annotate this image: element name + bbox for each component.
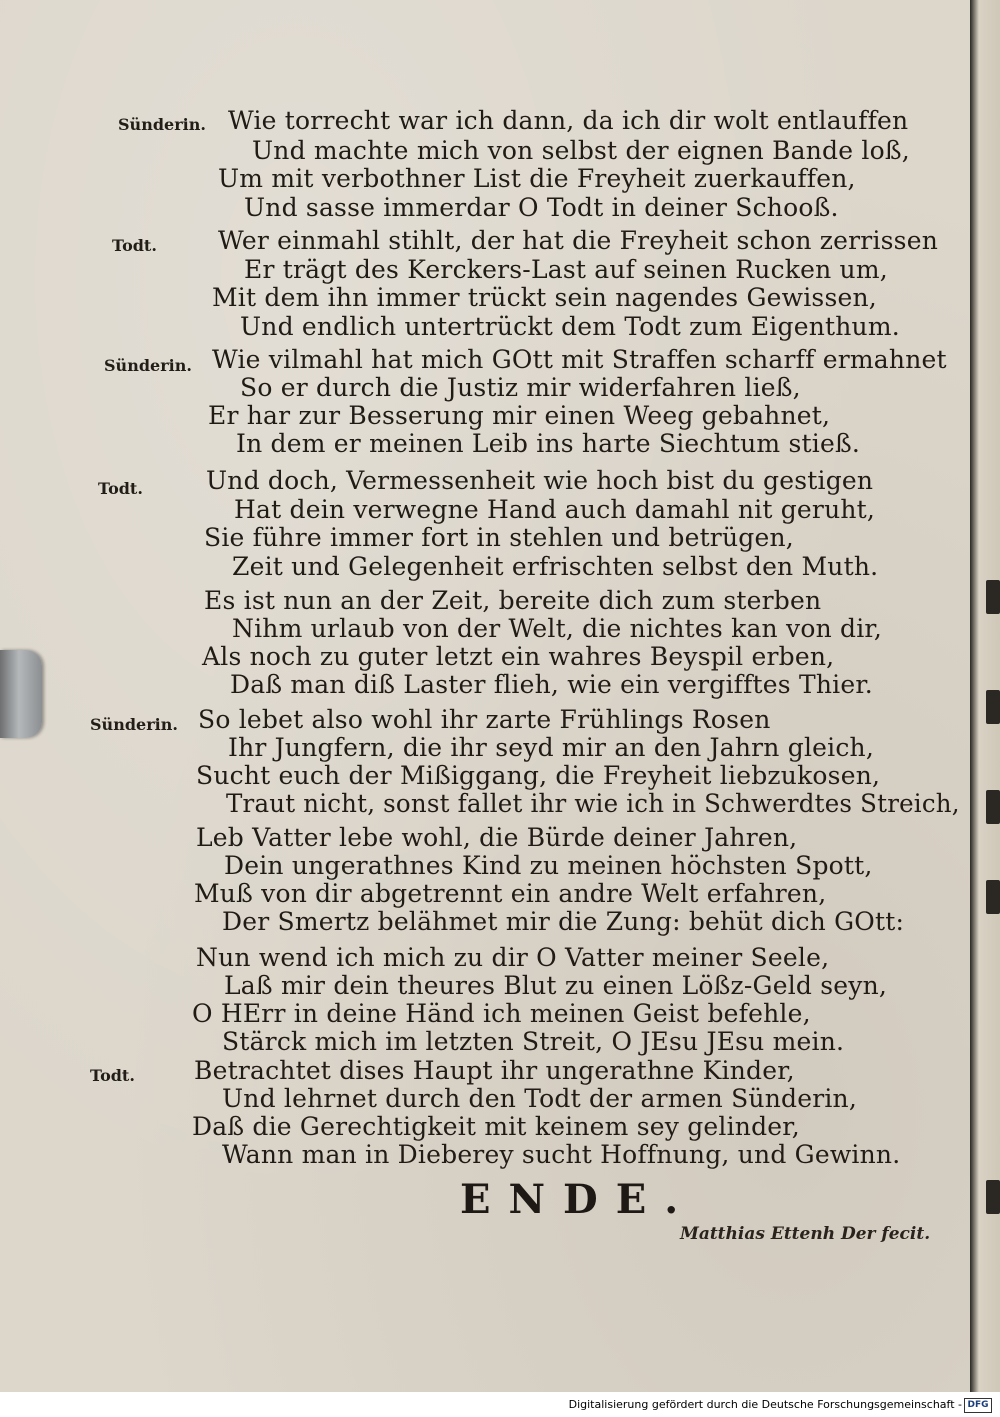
- ende-heading: ENDE.: [460, 1176, 697, 1223]
- verse-line: Und endlich untertrückt dem Todt zum Eigenthum.: [240, 312, 900, 341]
- verse-line: Wer einmahl stihlt, der hat die Freyheit schon zerrissen: [218, 226, 938, 255]
- verse-line: Hat dein verwegne Hand auch damahl nit geruht,: [234, 495, 876, 524]
- verse-line: Sie führe immer fort in stehlen und betrügen,: [204, 523, 794, 552]
- verse-line: Mit dem ihn immer trückt sein nagendes Gewissen,: [212, 283, 877, 312]
- adjacent-page-edge: [970, 0, 1000, 1392]
- verse-line: Zeit und Gelegenheit erfrischten selbst den Muth.: [232, 552, 879, 581]
- speaker-label: Todt.: [90, 1066, 135, 1085]
- verse-line: Als noch zu guter letzt ein wahres Beyspil erben,: [202, 642, 835, 671]
- verse-line: Wann man in Dieberey sucht Hoffnung, und Gewinn.: [222, 1140, 901, 1169]
- speaker-label: Sünderin.: [104, 356, 192, 375]
- verse-line: Um mit verbothner List die Freyheit zuerkauffen,: [218, 164, 856, 193]
- verse-line: Nihm urlaub von der Welt, die nichtes kan von dir,: [232, 614, 882, 643]
- verse-line: Muß von dir abgetrennt ein andre Welt erfahren,: [194, 879, 827, 908]
- verse-line: Daß die Gerechtigkeit mit keinem sey gelinder,: [192, 1112, 800, 1141]
- verse-line: Es ist nun an der Zeit, bereite dich zum sterben: [204, 586, 822, 615]
- verse-line: Nun wend ich mich zu dir O Vatter meiner Seele,: [196, 943, 830, 972]
- verse-line: Stärck mich im letzten Streit, O JEsu JEsu mein.: [222, 1027, 845, 1056]
- verse-line: Er trägt des Kerckers-Last auf seinen Rucken um,: [244, 255, 888, 284]
- verse-line: Traut nicht, sonst fallet ihr wie ich in Schwerdtes Streich,: [226, 789, 960, 818]
- verse-line: Wie vilmahl hat mich GOtt mit Straffen scharff ermahnet: [212, 345, 947, 374]
- verse-line: In dem er meinen Leib ins harte Siechtum stieß.: [236, 429, 860, 458]
- verse-line: Daß man diß Laster flieh, wie ein vergifftes Thier.: [230, 670, 873, 699]
- verse-line: Ihr Jungfern, die ihr seyd mir an den Jahrn gleich,: [228, 733, 874, 762]
- verse-line: So er durch die Justiz mir widerfahren ließ,: [240, 373, 801, 402]
- funding-notice: Digitalisierung gefördert durch die Deutsche Forschungsgemeinschaft -: [568, 1398, 962, 1411]
- verse-line: Leb Vatter lebe wohl, die Bürde deiner Jahren,: [196, 823, 798, 852]
- speaker-label: Todt.: [98, 479, 143, 498]
- footer-bar: [0, 1392, 1000, 1417]
- verse-line: Und lehrnet durch den Todt der armen Sünderin,: [222, 1084, 858, 1113]
- verse-line: O HErr in deine Händ ich meinen Geist befehle,: [192, 999, 811, 1028]
- speaker-label: Sünderin.: [90, 715, 178, 734]
- speaker-label: Todt.: [112, 236, 157, 255]
- page-clip: [0, 650, 42, 738]
- engraver-signature: Matthias Ettenh Der fecit.: [680, 1224, 931, 1244]
- dfg-logo-icon: DFG: [964, 1398, 992, 1413]
- verse-line: Dein ungerathnes Kind zu meinen höchsten Spott,: [224, 851, 873, 880]
- verse-line: Und machte mich von selbst der eignen Bande loß,: [252, 136, 910, 165]
- verse-line: Und doch, Vermessenheit wie hoch bist du gestigen: [206, 466, 874, 495]
- verse-line: So lebet also wohl ihr zarte Frühlings Rosen: [198, 705, 771, 734]
- verse-line: Er har zur Besserung mir einen Weeg gebahnet,: [208, 401, 831, 430]
- verse-line: Betrachtet dises Haupt ihr ungerathne Kinder,: [194, 1056, 795, 1085]
- verse-line: Wie torrecht war ich dann, da ich dir wolt entlauffen: [228, 106, 909, 135]
- verse-line: Laß mir dein theures Blut zu einen Lößz-Geld seyn,: [224, 971, 888, 1000]
- speaker-label: Sünderin.: [118, 115, 206, 134]
- verse-line: Der Smertz belähmet mir die Zung: behüt dich GOtt:: [222, 907, 905, 936]
- verse-line: Und sasse immerdar O Todt in deiner Schooß.: [244, 193, 839, 222]
- verse-line: Sucht euch der Mißiggang, die Freyheit liebzukosen,: [196, 761, 881, 790]
